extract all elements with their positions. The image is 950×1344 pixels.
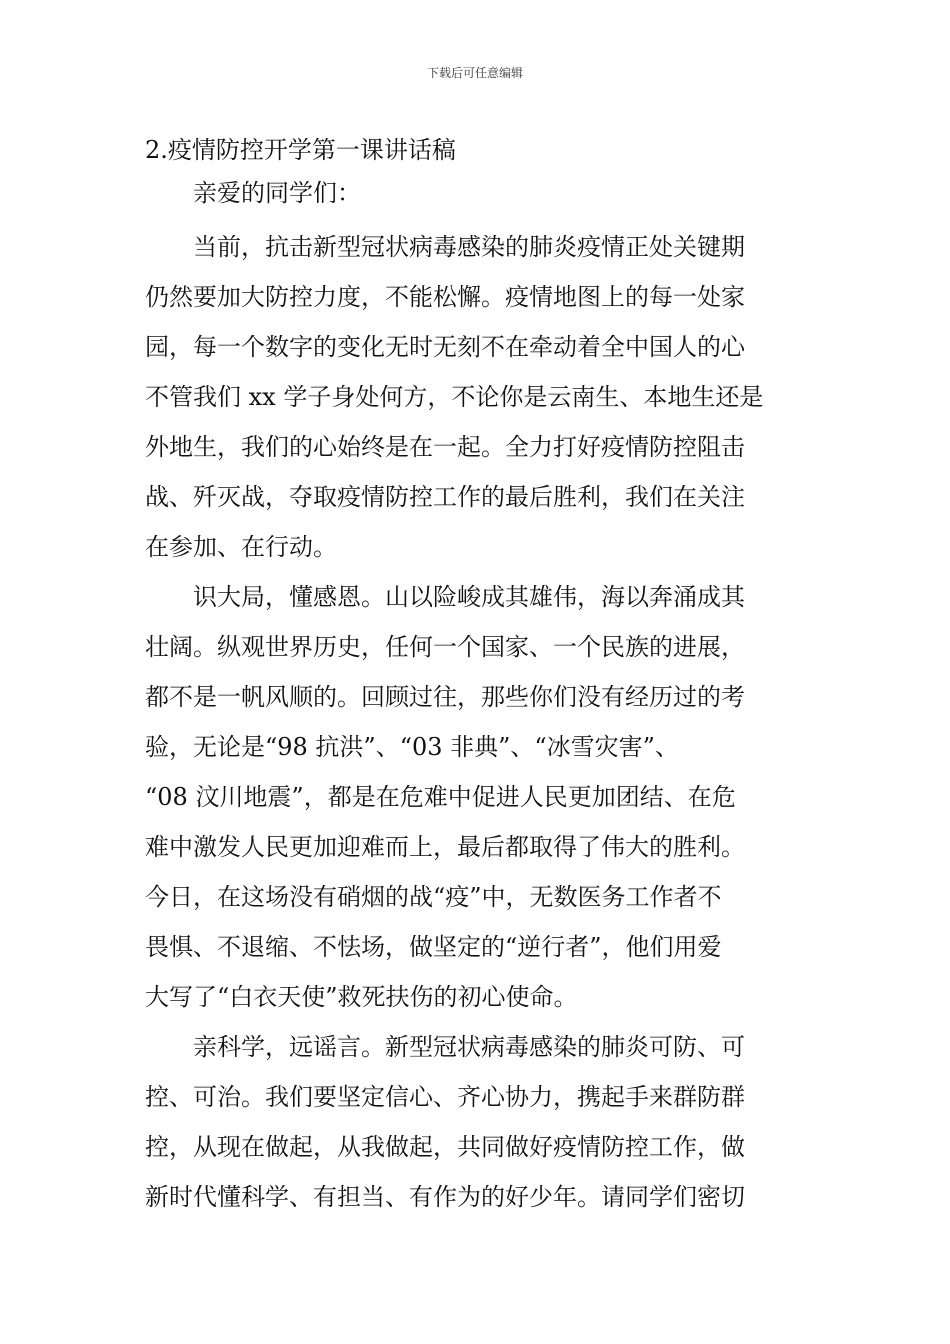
paragraph-line: 外地生，我们的心始终是在一起。全力打好疫情防控阻击 xyxy=(145,433,745,461)
paragraph-line: 大写了“白衣天使”救死扶伤的初心使命。 xyxy=(145,983,578,1011)
paragraph-line: 战、歼灭战，夺取疫情防控工作的最后胜利，我们在关注 xyxy=(145,483,745,511)
paragraph-line: 仍然要加大防控力度，不能松懈。疫情地图上的每一处家 xyxy=(145,283,745,311)
paragraph-line: 验，无论是“98 抗洪”、“03 非典”、“冰雪灾害”、 xyxy=(145,733,679,761)
paragraph-3 xyxy=(145,1022,810,1222)
document-body xyxy=(145,130,810,1222)
page-header-note: 下载后可任意编辑 xyxy=(426,66,523,80)
paragraph-line: 控、可治。我们要坚定信心、齐心协力，携起手来群防群 xyxy=(145,1083,745,1111)
paragraph-line: 识大局，懂感恩。山以险峻成其雄伟，海以奔涌成其 xyxy=(193,583,745,611)
paragraph-line: 壮阔。纵观世界历史，任何一个国家、一个民族的进展， xyxy=(145,633,745,661)
document-title: 2.疫情防控开学第一课讲话稿 xyxy=(145,136,456,164)
paragraph-1 xyxy=(145,222,810,572)
paragraph-line: 难中激发人民更加迎难而上，最后都取得了伟大的胜利。 xyxy=(145,833,745,861)
paragraph-line: 今日，在这场没有硝烟的战“疫”中，无数医务工作者不 xyxy=(145,883,722,911)
paragraph-line: 不管我们 xx 学子身处何方，不论你是云南生、本地生还是 xyxy=(145,383,764,411)
paragraph-line: 园，每一个数字的变化无时无刻不在牵动着全中国人的心 xyxy=(145,333,745,361)
paragraph-line: “08 汶川地震”，都是在危难中促进人民更加团结、在危 xyxy=(145,783,736,811)
paragraph-line: 新时代懂科学、有担当、有作为的好少年。请同学们密切 xyxy=(145,1183,745,1211)
paragraph-line: 控，从现在做起，从我做起，共同做好疫情防控工作，做 xyxy=(145,1133,745,1161)
paragraph-line: 当前，抗击新型冠状病毒感染的肺炎疫情正处关键期 xyxy=(193,233,745,261)
salutation: 亲爱的同学们： xyxy=(193,179,361,207)
paragraph-line: 亲科学，远谣言。新型冠状病毒感染的肺炎可防、可 xyxy=(193,1033,745,1061)
paragraph-line: 畏惧、不退缩、不怯场，做坚定的“逆行者”，他们用爱 xyxy=(145,933,722,961)
paragraph-2 xyxy=(145,572,810,1022)
paragraph-line: 都不是一帆风顺的。回顾过往，那些你们没有经历过的考 xyxy=(145,683,745,711)
paragraph-line: 在参加、在行动。 xyxy=(145,533,337,561)
